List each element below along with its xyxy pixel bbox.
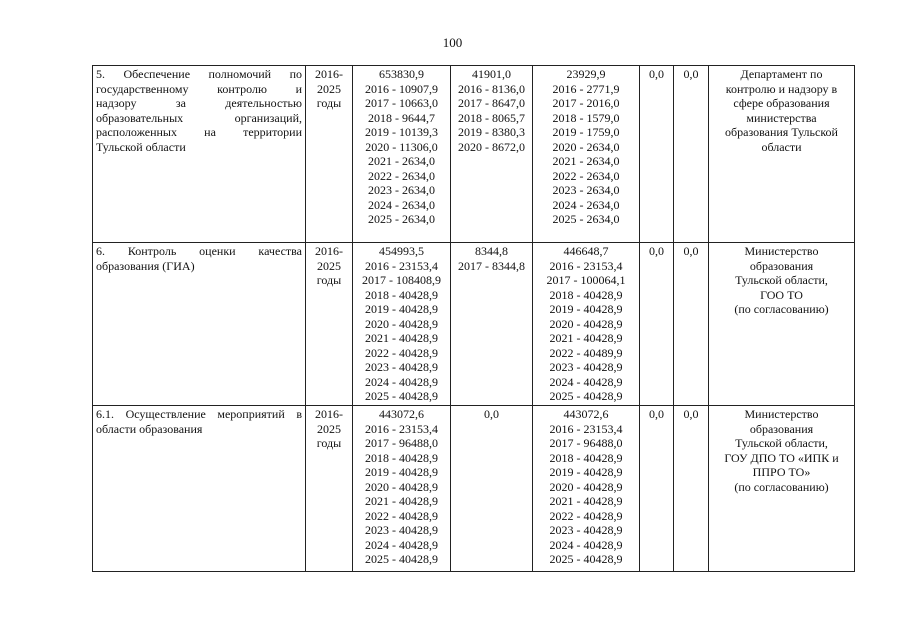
responsible-cell [709, 406, 855, 572]
budget-table [92, 65, 855, 572]
responsible-line: (по согласованию) [734, 479, 829, 494]
regional-year-value: 2024 - 40428,9 [549, 537, 623, 552]
total-value: 454993,5 [379, 244, 424, 258]
federal-value: 41901,0 [472, 67, 511, 81]
total-year-value: 2020 - 40428,9 [365, 316, 438, 331]
total-year-value: 2018 - 9644,7 [368, 110, 435, 125]
federal-year-value: 2017 - 8647,0 [458, 96, 525, 110]
regional-year-value: 2020 - 2634,0 [552, 139, 620, 154]
period-line: 2016- [315, 67, 343, 81]
period-line: 2025 [317, 258, 341, 273]
total-year-value: 2017 - 96488,0 [365, 436, 438, 450]
table-row [93, 243, 855, 406]
regional-value: 23929,9 [566, 67, 606, 81]
period-line: годы [316, 273, 342, 287]
regional-year-value: 2024 - 2634,0 [552, 197, 620, 212]
regional-year-value: 2018 - 1579,0 [552, 110, 620, 125]
name-line: Тульской области [96, 139, 186, 154]
period-line: 2016- [315, 244, 343, 258]
period-cell [306, 406, 353, 572]
name-line: 6.1. Осуществление мероприятий в [96, 407, 302, 421]
local-funding-cell: 0,0 [640, 243, 674, 406]
page-number: 100 [442, 35, 463, 50]
regional-year-value: 2023 - 40428,9 [549, 523, 623, 537]
period-line: 2016- [315, 407, 343, 421]
regional-year-value: 2021 - 40428,9 [549, 331, 623, 345]
total-year-value: 2016 - 23153,4 [365, 258, 438, 273]
total-funding-cell [353, 406, 451, 572]
total-year-value: 2024 - 40428,9 [365, 537, 438, 552]
total-year-value: 2019 - 40428,9 [365, 302, 438, 316]
extra-funding-cell: 0,0 [674, 66, 709, 243]
total-value: 653830,9 [379, 67, 424, 81]
name-line: области образования [96, 421, 203, 436]
measure-name-cell [93, 243, 306, 406]
table-row [93, 66, 855, 243]
regional-year-value: 2020 - 40428,9 [549, 479, 623, 494]
responsible-line: сфере образования [733, 96, 830, 110]
responsible-line: (по согласованию) [734, 302, 829, 316]
regional-year-value: 2019 - 40428,9 [549, 302, 623, 316]
local-funding-cell: 0,0 [640, 66, 674, 243]
name-line: надзору за деятельностью [96, 96, 302, 110]
total-year-value: 2018 - 40428,9 [365, 287, 438, 302]
total-year-value: 2022 - 40428,9 [365, 345, 438, 360]
total-year-value: 2017 - 10663,0 [365, 96, 438, 110]
period-line: 2025 [317, 81, 341, 96]
responsible-line: контролю и надзору в [725, 81, 838, 96]
federal-year-value: 2019 - 8380,3 [458, 125, 525, 139]
responsible-cell [709, 243, 855, 406]
federal-value: 8344,8 [475, 244, 508, 258]
regional-year-value: 2025 - 40428,9 [549, 552, 623, 566]
name-line: государственному контролю и [96, 81, 302, 96]
total-year-value: 2022 - 40428,9 [365, 508, 438, 523]
total-funding-cell [353, 243, 451, 406]
name-line: образования (ГИА) [96, 258, 195, 273]
local-funding-cell: 0,0 [640, 406, 674, 572]
federal-value: 0,0 [484, 407, 499, 421]
regional-funding-cell [533, 243, 640, 406]
total-funding-cell [353, 66, 451, 243]
total-year-value: 2021 - 40428,9 [365, 494, 438, 508]
regional-year-value: 2017 - 96488,0 [549, 436, 623, 450]
regional-funding-cell [533, 66, 640, 243]
total-year-value: 2025 - 2634,0 [368, 212, 435, 226]
regional-year-value: 2021 - 2634,0 [552, 154, 620, 168]
total-year-value: 2024 - 40428,9 [365, 374, 438, 389]
responsible-line: ППРО ТО» [752, 465, 811, 479]
regional-year-value: 2019 - 40428,9 [549, 465, 623, 479]
regional-year-value: 2025 - 2634,0 [552, 212, 620, 226]
name-line: 6. Контроль оценки качества [96, 244, 302, 258]
total-year-value: 2020 - 40428,9 [365, 479, 438, 494]
total-year-value: 2023 - 40428,9 [365, 360, 438, 374]
period-cell [306, 243, 353, 406]
regional-year-value: 2022 - 2634,0 [552, 168, 620, 183]
regional-funding-cell [533, 406, 640, 572]
regional-year-value: 2022 - 40428,9 [549, 508, 623, 523]
total-year-value: 2017 - 108408,9 [362, 273, 441, 287]
regional-year-value: 2018 - 40428,9 [549, 287, 623, 302]
regional-year-value: 2024 - 40428,9 [549, 374, 623, 389]
regional-value: 446648,7 [563, 244, 609, 258]
total-year-value: 2022 - 2634,0 [368, 168, 435, 183]
responsible-line: Министерство [744, 244, 819, 258]
total-year-value: 2019 - 10139,3 [365, 125, 438, 139]
responsible-line: образования Тульской [725, 125, 838, 139]
regional-year-value: 2016 - 23153,4 [549, 421, 623, 436]
regional-year-value: 2023 - 40428,9 [549, 360, 623, 374]
regional-year-value: 2023 - 2634,0 [552, 183, 620, 197]
federal-year-value: 2020 - 8672,0 [458, 139, 525, 154]
regional-year-value: 2021 - 40428,9 [549, 494, 623, 508]
regional-year-value: 2016 - 2771,9 [552, 81, 620, 96]
regional-value: 443072,6 [563, 407, 609, 421]
responsible-line: министерства [746, 110, 817, 125]
regional-year-value: 2016 - 23153,4 [549, 258, 623, 273]
extra-funding-cell: 0,0 [674, 406, 709, 572]
responsible-line: ГОО ТО [760, 287, 803, 302]
responsible-line: образования [749, 258, 814, 273]
federal-funding-cell [451, 406, 533, 572]
responsible-line: образования [749, 421, 814, 436]
regional-year-value: 2020 - 40428,9 [549, 316, 623, 331]
name-line: 5. Обеспечение полномочий по [96, 67, 302, 81]
responsible-line: Тульской области, [735, 436, 828, 450]
regional-year-value: 2017 - 2016,0 [552, 96, 620, 110]
total-year-value: 2016 - 23153,4 [365, 421, 438, 436]
period-line: годы [316, 96, 342, 110]
total-year-value: 2021 - 2634,0 [368, 154, 435, 168]
total-year-value: 2024 - 2634,0 [368, 197, 435, 212]
federal-funding-cell [451, 66, 533, 243]
measure-name-cell [93, 406, 306, 572]
period-line: годы [316, 436, 342, 450]
responsible-line: Министерство [744, 407, 819, 421]
responsible-cell [709, 66, 855, 243]
total-year-value: 2018 - 40428,9 [365, 450, 438, 465]
responsible-line: Тульской области, [735, 273, 828, 287]
table-row [93, 406, 855, 572]
extra-funding-cell: 0,0 [674, 243, 709, 406]
total-year-value: 2025 - 40428,9 [365, 389, 438, 403]
regional-year-value: 2019 - 1759,0 [552, 125, 620, 139]
federal-funding-cell [451, 243, 533, 406]
total-year-value: 2025 - 40428,9 [365, 552, 438, 566]
federal-year-value: 2018 - 8065,7 [458, 110, 525, 125]
total-year-value: 2016 - 10907,9 [365, 81, 438, 96]
responsible-line: ГОУ ДПО ТО «ИПК и [724, 450, 839, 465]
total-year-value: 2023 - 40428,9 [365, 523, 438, 537]
regional-year-value: 2018 - 40428,9 [549, 450, 623, 465]
regional-year-value: 2017 - 100064,1 [546, 273, 626, 287]
total-year-value: 2021 - 40428,9 [365, 331, 438, 345]
period-line: 2025 [317, 421, 341, 436]
total-year-value: 2020 - 11306,0 [365, 139, 438, 154]
federal-year-value: 2016 - 8136,0 [458, 81, 525, 96]
responsible-line: области [761, 139, 802, 154]
responsible-line: Департамент по [740, 67, 823, 81]
period-cell [306, 66, 353, 243]
total-year-value: 2023 - 2634,0 [368, 183, 435, 197]
federal-year-value: 2017 - 8344,8 [458, 258, 525, 273]
total-value: 443072,6 [379, 407, 424, 421]
measure-name-cell [93, 66, 306, 243]
regional-year-value: 2025 - 40428,9 [549, 389, 623, 403]
regional-year-value: 2022 - 40489,9 [549, 345, 623, 360]
name-line: образовательных организаций, [96, 110, 302, 125]
name-line: расположенных на территории [96, 125, 302, 139]
total-year-value: 2019 - 40428,9 [365, 465, 438, 479]
